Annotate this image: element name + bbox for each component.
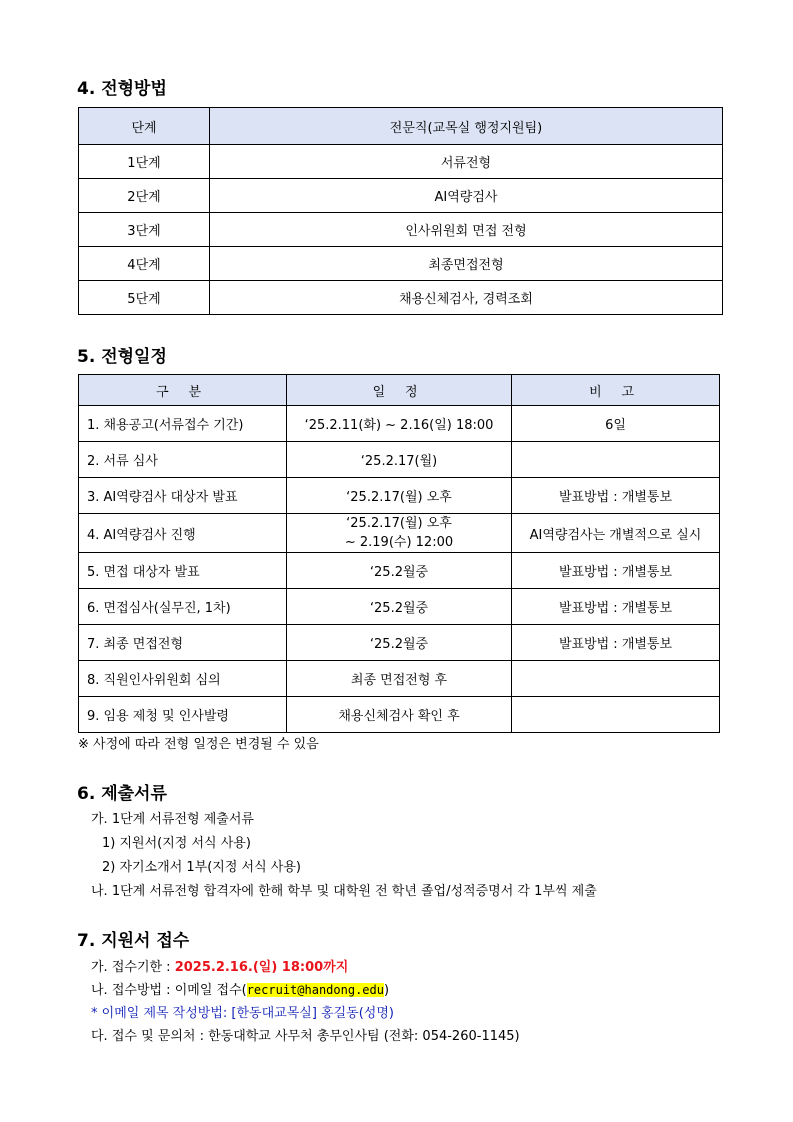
- note-cell: 6일: [512, 406, 720, 442]
- schedule-cell: ‘25.2월중: [287, 625, 512, 661]
- schedule-line: ‘25.2.17(월) 오후: [346, 516, 452, 531]
- method-close: ): [383, 983, 390, 998]
- table-row: [79, 247, 723, 281]
- schedule-cell: ‘25.2.11(화) ~ 2.16(일) 18:00: [287, 406, 512, 442]
- table-row: [79, 179, 723, 213]
- table-header-row: [79, 108, 723, 145]
- documents-line-na: 나. 1단계 서류전형 합격자에 한해 학부 및 대학원 전 학년 졸업/성적증명서 각 1부씩 제출: [91, 884, 597, 899]
- item-cell: 1. 채용공고(서류접수 기간): [79, 406, 287, 442]
- selection-method-table: [78, 107, 723, 315]
- method-cell: 인사위원회 면접 전형: [210, 213, 723, 247]
- schedule-footnote: ※ 사정에 따라 전형 일정은 변경될 수 있음: [78, 737, 319, 752]
- deadline-line: [91, 956, 348, 975]
- table-row: [79, 661, 720, 697]
- table-row: [79, 281, 723, 315]
- col-header-category: 구 분: [79, 375, 287, 406]
- table-row: [79, 145, 723, 179]
- item-cell: 3. AI역량검사 대상자 발표: [79, 478, 287, 514]
- schedule-cell: ‘25.2.17(월) 오후: [287, 478, 512, 514]
- method-cell: 채용신체검사, 경력조회: [210, 281, 723, 315]
- item-cell: 8. 직원인사위원회 심의: [79, 661, 287, 697]
- item-cell: 9. 임용 제청 및 인사발령: [79, 697, 287, 733]
- method-cell: 최종면접전형: [210, 247, 723, 281]
- col-header-position: 전문직(교목실 행정지원팀): [210, 108, 723, 145]
- deadline-label: 가. 접수기한 :: [91, 960, 175, 975]
- section4-title: 4. 전형방법: [77, 79, 167, 99]
- note-cell: 발표방법 : 개별통보: [512, 589, 720, 625]
- table-row: [79, 442, 720, 478]
- note-cell: [512, 661, 720, 697]
- method-label: 나. 접수방법 : 이메일 접수(: [91, 983, 247, 998]
- note-cell: [512, 697, 720, 733]
- section7-title: 7. 지원서 접수: [77, 931, 190, 951]
- item-cell: 2. 서류 심사: [79, 442, 287, 478]
- table-row: [79, 406, 720, 442]
- documents-line-ga: 가. 1단계 서류전형 제출서류: [91, 812, 254, 827]
- table-row: [79, 697, 720, 733]
- stage-cell: 1단계: [79, 145, 210, 179]
- schedule-cell: [287, 514, 512, 553]
- method-cell: AI역량검사: [210, 179, 723, 213]
- documents-item-1: 1) 지원서(지정 서식 사용): [102, 836, 251, 851]
- col-header-note: 비 고: [512, 375, 720, 406]
- stage-cell: 5단계: [79, 281, 210, 315]
- stage-cell: 3단계: [79, 213, 210, 247]
- email-subject-note: * 이메일 제목 작성방법: [한동대교목실] 홍길동(성명): [91, 1006, 394, 1021]
- stage-cell: 4단계: [79, 247, 210, 281]
- section6-title: 6. 제출서류: [77, 784, 167, 804]
- col-header-schedule: 일 정: [287, 375, 512, 406]
- note-cell: [512, 442, 720, 478]
- note-cell: 발표방법 : 개별통보: [512, 553, 720, 589]
- table-row: [79, 514, 720, 553]
- note-cell: AI역량검사는 개별적으로 실시: [512, 514, 720, 553]
- schedule-cell: ‘25.2월중: [287, 589, 512, 625]
- deadline-value: 2025.2.16.(일) 18:00까지: [174, 960, 349, 975]
- email-address[interactable]: recruit@handong.edu: [246, 983, 384, 997]
- col-header-stage: 단계: [79, 108, 210, 145]
- table-row: [79, 478, 720, 514]
- schedule-cell: 최종 면접전형 후: [287, 661, 512, 697]
- selection-schedule-table: [78, 374, 720, 733]
- table-row: [79, 213, 723, 247]
- table-row: [79, 625, 720, 661]
- method-cell: 서류전형: [210, 145, 723, 179]
- item-cell: 7. 최종 면접전형: [79, 625, 287, 661]
- schedule-cell: 채용신체검사 확인 후: [287, 697, 512, 733]
- schedule-line: ~ 2.19(수) 12:00: [344, 535, 454, 550]
- contact-line: 다. 접수 및 문의처 : 한동대학교 사무처 총무인사팀 (전화: 054-260-1145): [91, 1029, 520, 1044]
- note-cell: 발표방법 : 개별통보: [512, 625, 720, 661]
- item-cell: 5. 면접 대상자 발표: [79, 553, 287, 589]
- item-cell: 4. AI역량검사 진행: [79, 514, 287, 553]
- item-cell: 6. 면접심사(실무진, 1차): [79, 589, 287, 625]
- table-row: [79, 589, 720, 625]
- note-cell: 발표방법 : 개별통보: [512, 478, 720, 514]
- method-line: [91, 979, 389, 998]
- schedule-cell: ‘25.2.17(월): [287, 442, 512, 478]
- section5-title: 5. 전형일정: [77, 347, 167, 367]
- stage-cell: 2단계: [79, 179, 210, 213]
- documents-item-2: 2) 자기소개서 1부(지정 서식 사용): [102, 860, 301, 875]
- schedule-cell: ‘25.2월중: [287, 553, 512, 589]
- table-row: [79, 553, 720, 589]
- table-header-row: [79, 375, 720, 406]
